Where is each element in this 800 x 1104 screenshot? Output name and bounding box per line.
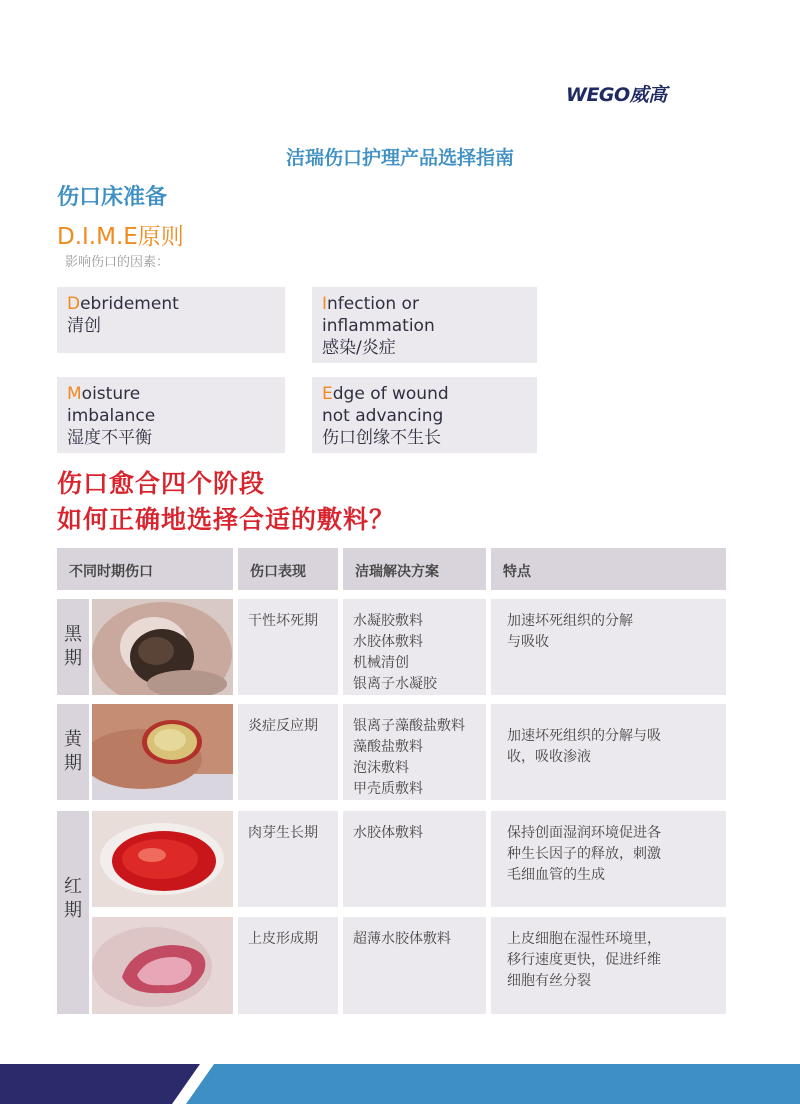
factor-english: nfection or inflammation (322, 294, 435, 336)
wound-photo-granulation (92, 811, 233, 907)
stage-label-yellow: 黄 期 (57, 704, 89, 800)
factor-initial: E (322, 384, 333, 404)
factor-debridement (57, 287, 285, 353)
factor-chinese: 清创 (67, 316, 101, 336)
features-epithelial: 上皮细胞在湿性环境里， 移行速度更快，促进纤维 细胞有丝分裂 (491, 917, 726, 1014)
wound-photo-yellow (92, 704, 233, 800)
stages-heading-2: 如何正确地选择合适的敷料？ (57, 505, 396, 534)
page-title: 洁瑞伤口护理产品选择指南 (285, 147, 514, 169)
solution-granulation: 水胶体敷料 (343, 811, 486, 907)
factor-chinese: 感染/炎症 (322, 338, 396, 358)
stage-label-red: 红 期 (57, 811, 89, 1014)
factor-chinese: 湿度不平衡 (67, 428, 152, 448)
factors-subtitle: 影响伤口的因素： (65, 255, 170, 270)
factor-initial: M (67, 384, 82, 404)
solution-yellow: 银离子藻酸盐敷料 藻酸盐敷料 泡沫敷料 甲壳质敷料 (343, 704, 486, 800)
factor-initial: I (322, 294, 328, 314)
features-yellow: 加速坏死组织的分解与吸 收，吸收渗液 (491, 704, 726, 800)
factor-infection (312, 287, 537, 363)
features-granulation: 保持创面湿润环境促进各 种生长因子的释放，刺激 毛细血管的生成 (491, 811, 726, 907)
factor-initial: D (67, 294, 81, 314)
factor-moisture (57, 377, 285, 453)
factor-chinese: 伤口创缘不生长 (322, 428, 441, 448)
table-header-stage: 不同时期伤口 (57, 548, 233, 590)
manifestation-yellow: 炎症反应期 (238, 704, 338, 800)
features-black: 加速坏死组织的分解 与吸收 (491, 599, 726, 695)
dime-principle: D.I.M.E原则 (57, 224, 184, 250)
section-title: 伤口床准备 (57, 185, 168, 210)
wego-logo: WEGO威高 (566, 84, 667, 106)
footer-band (0, 1064, 800, 1104)
wound-photo-black (92, 599, 233, 695)
stages-heading-1: 伤口愈合四个阶段 (57, 469, 266, 498)
solution-epithelial: 超薄水胶体敷料 (343, 917, 486, 1014)
solution-black: 水凝胶敷料 水胶体敷料 机械清创 银离子水凝胶 (343, 599, 486, 695)
manifestation-black: 干性坏死期 (238, 599, 338, 695)
table-header-solution: 洁瑞解决方案 (343, 548, 486, 590)
stage-label-black: 黑 期 (57, 599, 89, 695)
factor-english: oisture imbalance (67, 384, 156, 426)
manifestation-granulation: 肉芽生长期 (238, 811, 338, 907)
factor-english: ebridement (80, 294, 179, 314)
factor-edge (312, 377, 537, 453)
table-header-features: 特点 (491, 548, 726, 590)
table-header-manifestation: 伤口表现 (238, 548, 338, 590)
factor-english: dge of wound not advancing (322, 384, 449, 426)
manifestation-epithelial: 上皮形成期 (238, 917, 338, 1014)
wound-photo-epithelial (92, 917, 233, 1014)
